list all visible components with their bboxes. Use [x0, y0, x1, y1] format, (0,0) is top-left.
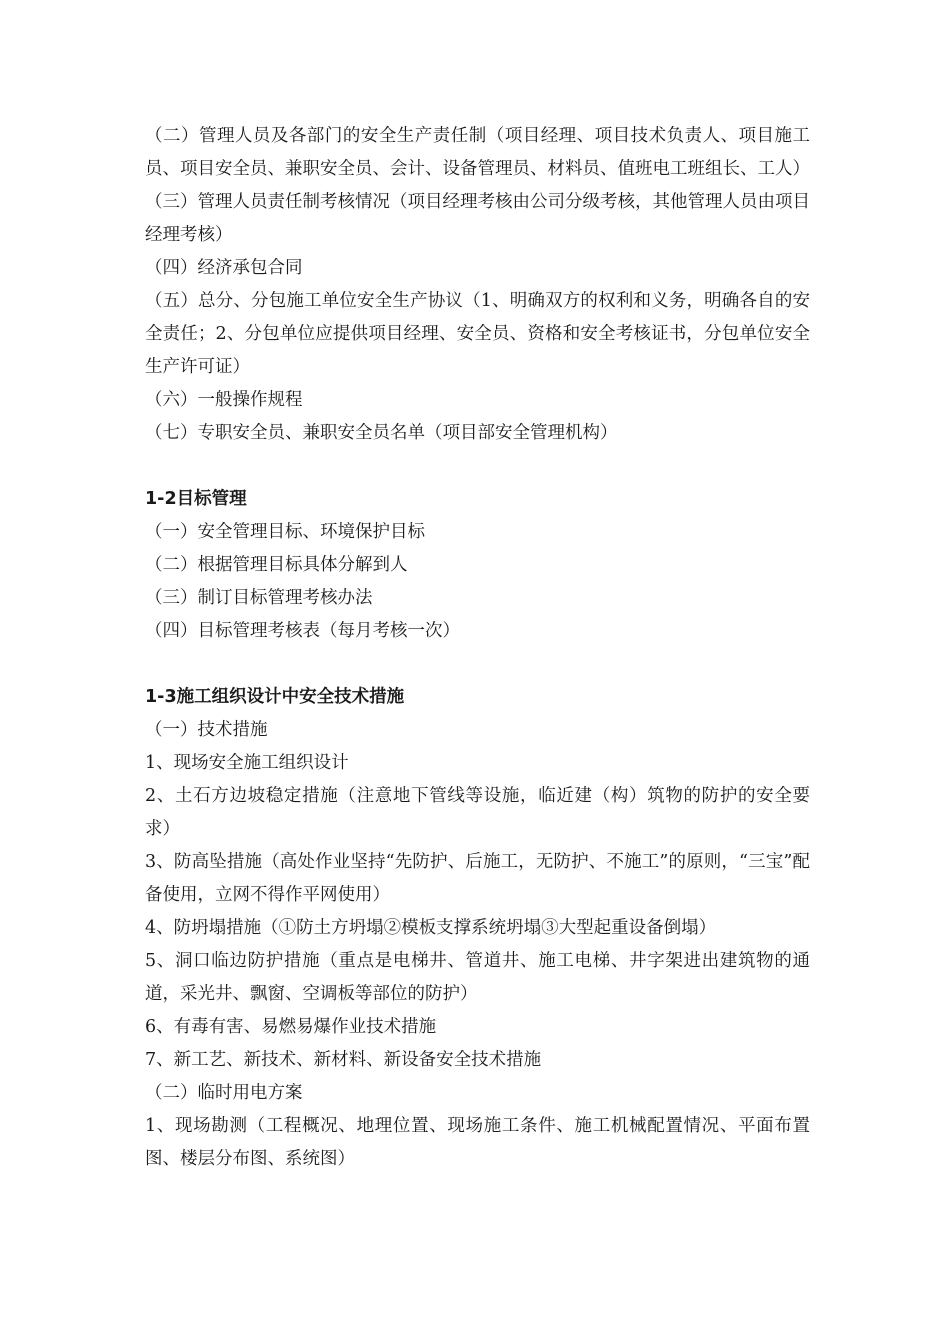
paragraph: （五）总分、分包施工单位安全生产协议（1、明确双方的权利和义务，明确各自的安全责任；2、分包单位应提供项目经理、安全员、资格和安全考核证书，分包单位安全生产许可证） — [145, 291, 810, 377]
paragraph: 1、现场安全施工组织设计 — [145, 753, 349, 773]
paragraph: （一）安全管理目标、环境保护目标 — [145, 522, 425, 542]
spacer — [145, 648, 810, 681]
paragraph: （四）目标管理考核表（每月考核一次） — [145, 621, 460, 641]
paragraph: 1、现场勘测（工程概况、地理位置、现场施工条件、施工机械配置情况、平面布置图、楼层分布图、系统图） — [145, 1116, 810, 1169]
document-page — [145, 120, 810, 1176]
paragraph: （二）管理人员及各部门的安全生产责任制（项目经理、项目技术负责人、项目施工员、项目安全员、兼职安全员、会计、设备管理员、材料员、值班电工班组长、工人） — [145, 126, 810, 179]
paragraph: （二）根据管理目标具体分解到人 — [145, 555, 408, 575]
paragraph: 7、新工艺、新技术、新材料、新设备安全技术措施 — [145, 1050, 542, 1070]
paragraph: （四）经济承包合同 — [145, 258, 303, 278]
paragraph: 4、防坍塌措施（①防土方坍塌②模板支撑系统坍塌③大型起重设备倒塌） — [145, 918, 717, 938]
paragraph: （三）管理人员责任制考核情况（项目经理考核由公司分级考核，其他管理人员由项目经理考核） — [145, 192, 810, 245]
section-heading: 1-3施工组织设计中安全技术措施 — [145, 687, 405, 707]
paragraph: 3、防高坠措施（高处作业坚持“先防护、后施工，无防护、不施工”的原则，“三宝”配备使用，立网不得作平网使用） — [145, 852, 810, 905]
paragraph: （二）临时用电方案 — [145, 1083, 303, 1103]
paragraph: （七）专职安全员、兼职安全员名单（项目部安全管理机构） — [145, 423, 618, 443]
paragraph: 5、洞口临边防护措施（重点是电梯井、管道井、施工电梯、井字架进出建筑物的通道，采光井、飘窗、空调板等部位的防护） — [145, 951, 810, 1004]
paragraph: （三）制订目标管理考核办法 — [145, 588, 373, 608]
paragraph: （六）一般操作规程 — [145, 390, 303, 410]
section-heading: 1-2目标管理 — [145, 489, 247, 509]
paragraph: （一）技术措施 — [145, 720, 268, 740]
paragraph: 6、有毒有害、易燃易爆作业技术措施 — [145, 1017, 437, 1037]
paragraph: 2、土石方边坡稳定措施（注意地下管线等设施，临近建（构）筑物的防护的安全要求） — [145, 786, 810, 839]
spacer — [145, 450, 810, 483]
